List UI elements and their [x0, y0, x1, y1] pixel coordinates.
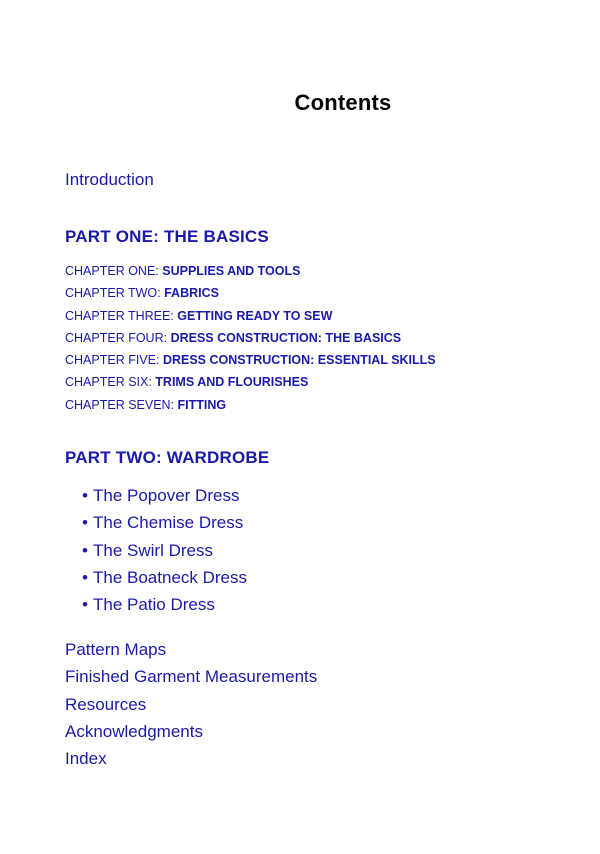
chapter-title: TRIMS AND FLOURISHES	[155, 375, 309, 390]
toc-link-introduction[interactable]: Introduction	[65, 170, 154, 189]
chapter-title: FABRICS	[164, 286, 219, 301]
chapter-number: CHAPTER SEVEN:	[65, 397, 178, 412]
chapter-number: CHAPTER THREE:	[65, 308, 178, 323]
page-title: Contents	[294, 90, 392, 115]
wardrobe-item-label: The Patio Dress	[93, 595, 215, 615]
chapter-item[interactable]	[65, 263, 436, 285]
chapter-title: SUPPLIES AND TOOLS	[162, 264, 301, 278]
wardrobe-item[interactable]	[82, 567, 247, 594]
chapter-item[interactable]	[65, 330, 436, 352]
chapter-number: CHAPTER ONE:	[65, 264, 163, 278]
part-two-heading[interactable]: PART TWO: WARDROBE	[65, 448, 270, 467]
chapter-number: CHAPTER FIVE:	[65, 353, 163, 368]
chapter-title: DRESS CONSTRUCTION: THE BASICS	[170, 330, 402, 345]
chapter-item[interactable]	[65, 308, 436, 330]
toc-link-finished-garment-measurements[interactable]: Finished Garment Measurements	[65, 667, 318, 687]
wardrobe-item-label: The Boatneck Dress	[93, 567, 248, 587]
chapter-title: FITTING	[177, 397, 227, 412]
back-matter-list	[65, 639, 317, 775]
bullet-icon: •	[82, 567, 88, 587]
wardrobe-item-label: The Swirl Dress	[93, 540, 213, 560]
chapter-title: GETTING READY TO SEW	[177, 308, 333, 323]
toc-link-acknowledgments[interactable]: Acknowledgments	[65, 721, 203, 741]
wardrobe-item-label: The Popover Dress	[93, 486, 240, 505]
chapter-title: DRESS CONSTRUCTION: ESSENTIAL SKILLS	[162, 353, 436, 368]
chapter-list	[65, 263, 436, 419]
chapter-number: CHAPTER FOUR:	[65, 330, 171, 345]
toc-link-pattern-maps[interactable]: Pattern Maps	[65, 640, 167, 659]
chapter-item[interactable]	[65, 285, 436, 307]
toc-link-index[interactable]: Index	[65, 749, 107, 769]
chapter-item[interactable]	[65, 352, 436, 374]
wardrobe-item[interactable]	[82, 485, 247, 512]
wardrobe-item-label: The Chemise Dress	[93, 513, 244, 533]
part-one-heading[interactable]: PART ONE: THE BASICS	[65, 227, 269, 246]
wardrobe-item[interactable]	[82, 540, 247, 567]
toc-link-resources[interactable]: Resources	[65, 694, 147, 714]
chapter-number: CHAPTER TWO:	[65, 286, 165, 301]
wardrobe-item[interactable]	[82, 512, 247, 539]
chapter-item[interactable]	[65, 397, 436, 419]
bullet-icon: •	[82, 486, 88, 505]
bullet-icon: •	[82, 540, 88, 560]
chapter-number: CHAPTER SIX:	[65, 375, 156, 390]
wardrobe-item[interactable]	[82, 594, 247, 621]
bullet-icon: •	[82, 595, 88, 615]
bullet-icon: •	[82, 513, 88, 533]
wardrobe-list	[82, 485, 247, 621]
chapter-item[interactable]	[65, 374, 436, 396]
